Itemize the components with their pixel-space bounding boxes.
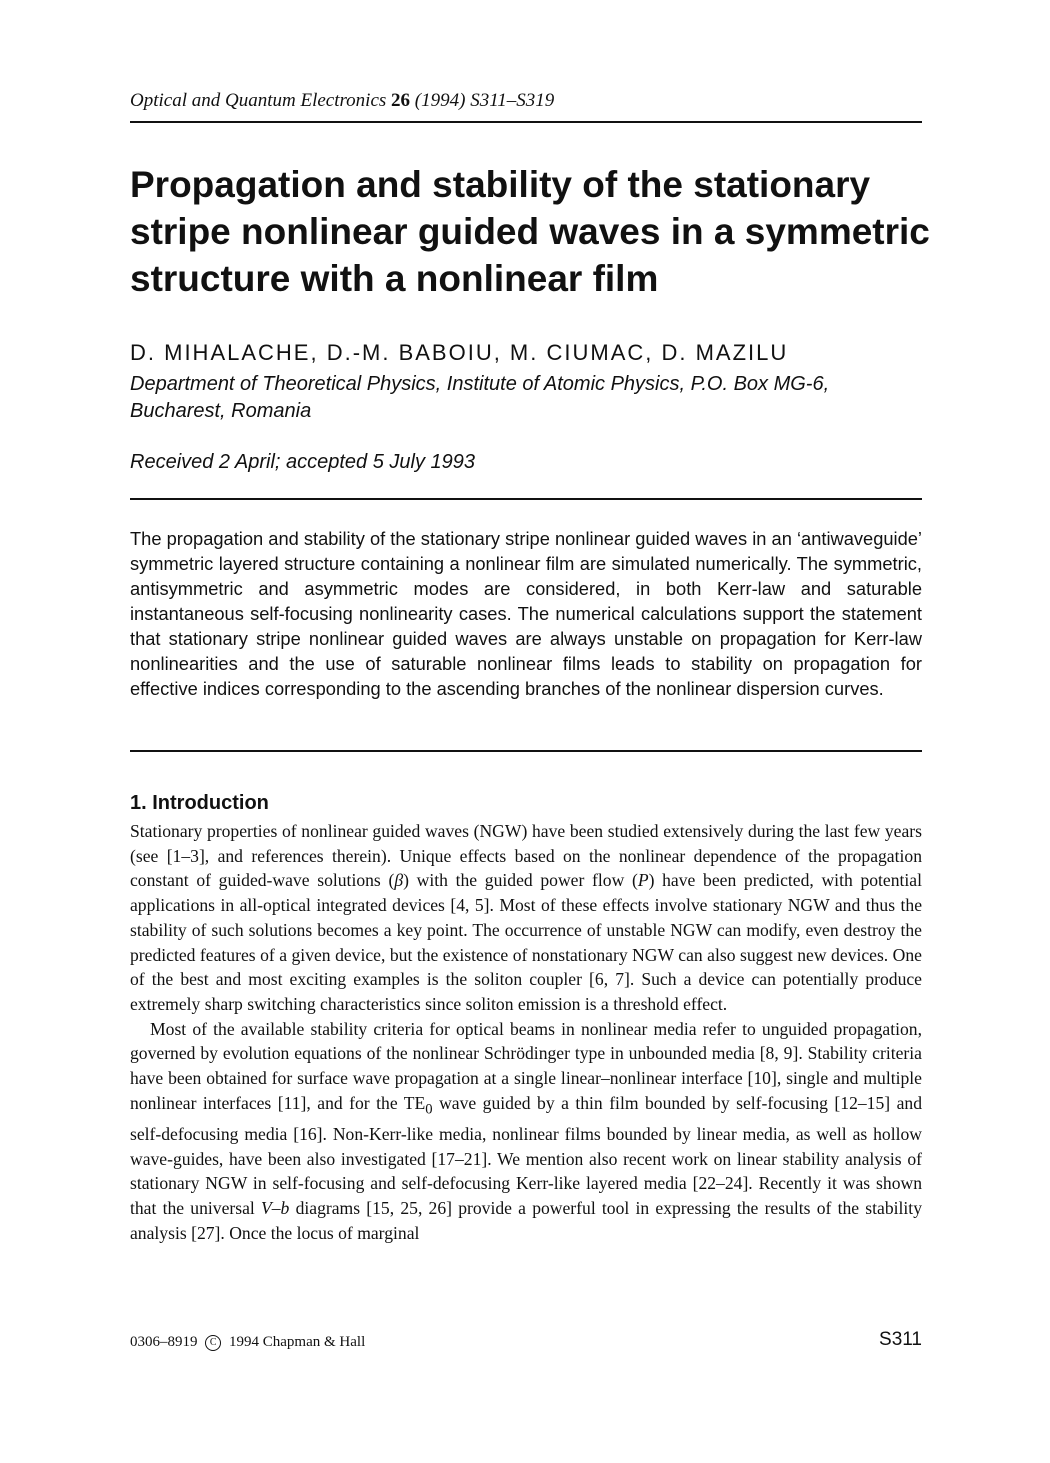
section-heading: 1. Introduction <box>130 792 269 814</box>
journal-volume: 26 <box>391 90 411 111</box>
abstract-top-divider <box>130 498 922 500</box>
vb-symbol: V–b <box>261 1198 290 1219</box>
abstract-bottom-divider <box>130 750 922 752</box>
te-mode: $TE_0$ <box>403 1092 433 1118</box>
journal-citation <box>130 90 554 112</box>
publisher: 1994 Chapman & Hall <box>229 1334 366 1350</box>
author-affiliation: Department of Theoretical Physics, Institute of Atomic Physics, P.O. Box MG-6, Bucharest, Romania <box>130 373 830 422</box>
received-dates: Received 2 April; accepted 5 July 1993 <box>130 451 476 473</box>
journal-name: Optical and Quantum Electronics <box>130 90 387 111</box>
journal-year-pages: (1994) S311–S319 <box>414 90 555 111</box>
beta-symbol: β <box>394 870 404 891</box>
article-title: Propagation and stability of the stationary stripe nonlinear guided waves in a symmetric structure with a nonlinear film <box>130 164 930 299</box>
introduction-body <box>130 819 922 1245</box>
author-list: D. MIHALACHE, D.-M. BABOIU, M. CIUMAC, D. MAZILU <box>130 340 789 365</box>
copyright-icon: C <box>205 1335 221 1351</box>
issn: 0306–8919 <box>130 1334 198 1350</box>
header-divider <box>130 121 922 123</box>
page-number: S311 <box>879 1329 922 1350</box>
paragraph: Stationary properties of nonlinear guided waves (NGW) have been studied extensively during the last few years (see [1–3], and references therein). Unique effects based on the nonlinear dependence of the propagation constant of guided-wave solutions (β) with the guided power flow (P) have been predicted, with potential applications in all-optical integrated devices [4, 5]. Most of these effects involve stationary NGW and thus the stability of such solutions becomes a key point. The occurrence of unstable NGW can modify, even destroy the predicted features of a given device, but the existence of nonstationary NGW can also suggest new devices. One of the best and most exciting examples is the soliton coupler [6, 7]. Such a device can potentially produce extremely sharp switching characteristics since soliton emission is a threshold effect. <box>130 821 923 1014</box>
footer-copyright <box>130 1334 365 1351</box>
power-symbol: P <box>637 870 649 891</box>
paragraph: Most of the available stability criteria for optical beams in nonlinear media refer to unguided propagation, governed by evolution equations of the nonlinear Schrödinger type in unbounded media [8, 9]. Stability criteria have been obtained for surface wave propagation at a single linear–nonlinear interface [10], single and multiple nonlinear interfaces [11], and for the $TE_0$ wave guided by a thin film bounded by self-focusing [12–15] and self-defocusing media [16]. Non-Kerr-like media, nonlinear films bounded by linear media, as well as hollow wave-guides, have been also investigated [17–21]. We mention also recent work on linear stability analysis of stationary NGW in self-focusing and self-defocusing Kerr-like layered media [22–24]. Recently it was shown that the universal V–b diagrams [15, 25, 26] provide a powerful tool in expressing the results of the stability analysis [27]. Once the locus of marginal <box>130 1018 922 1243</box>
abstract: The propagation and stability of the stationary stripe nonlinear guided waves in an ‘antiwaveguide’ symmetric layered structure containing a nonlinear film are simulated numerically. The symmetric, antisymmetric and asymmetric modes are considered, in both Kerr-law and saturable instantaneous self-focusing nonlinearity cases. The numerical calculations support the statement that stationary stripe nonlinear guided waves are always unstable on propagation for Kerr-law nonlinearities and the use of saturable nonlinear films leads to stability on propagation for effective indices corresponding to the ascending branches of the nonlinear dispersion curves. <box>130 528 922 699</box>
